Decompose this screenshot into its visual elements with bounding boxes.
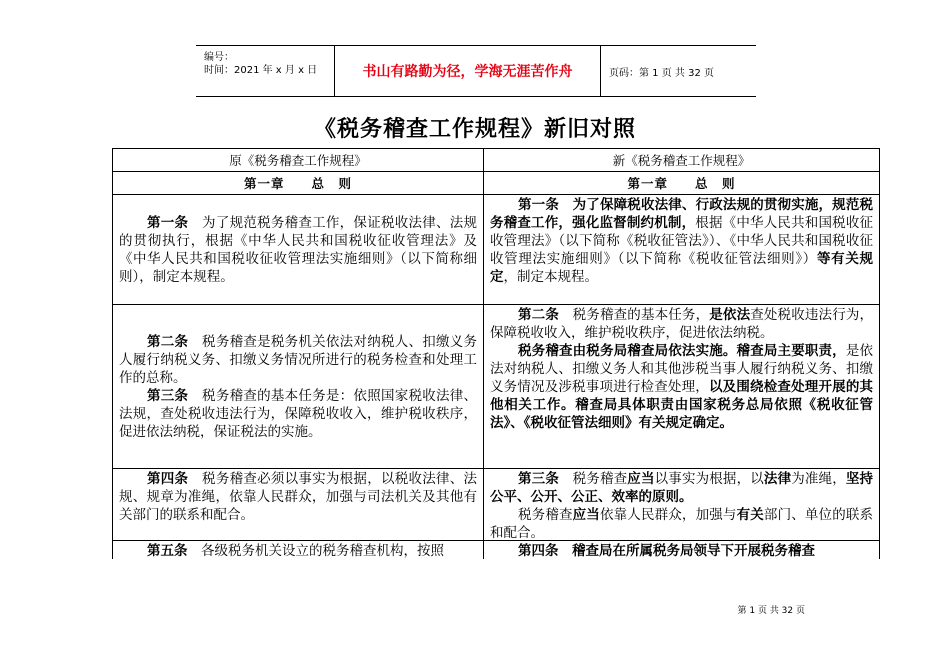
article-text: 是依法对纳税人、扣缴义务人和其他涉税当事人履行纳税义务、扣缴义务情况及涉税事项进行检查处理， <box>490 343 874 395</box>
article-number: 第四条 <box>147 471 189 487</box>
amended-text: 税务稽查由税务局稽查局依法实施。稽查局主要职责， <box>518 343 846 359</box>
amended-text: 应当 <box>572 507 600 523</box>
article-text: 为准绳， <box>791 471 846 487</box>
new-article-2-para-2 <box>490 342 873 432</box>
old-article-cell <box>112 305 483 468</box>
old-article-cell <box>112 195 483 304</box>
article-text: 税务稽查的基本任务是：依照国家税收法律、法规，查处税收违法行为，保障税收收入，维护税收秩序，促进依法纳税，保证税法的实施。 <box>119 388 478 440</box>
article-number: 第三条 <box>147 388 189 404</box>
new-article-cell <box>483 305 880 468</box>
old-article-1 <box>119 214 477 286</box>
old-article-cell <box>112 541 483 559</box>
article-text: 依靠人民群众，加强与 <box>599 507 737 523</box>
article-number: 第四条 <box>518 543 559 559</box>
document-header <box>196 45 756 97</box>
number-label: 编号： <box>204 52 234 63</box>
amended-text: 法律 <box>763 471 792 487</box>
article-number: 第三条 <box>518 471 559 487</box>
time-label: 时间：2021 年 x 月 x 日 <box>204 65 318 76</box>
article-text: ，制定本规程。 <box>503 269 598 285</box>
amended-text: 是依法 <box>709 307 751 323</box>
article-text: 税务稽查是税务机关依法对纳税人、扣缴义务人履行纳税义务、扣缴义务情况所进行的税务检查和处理工作的总称。 <box>119 334 478 386</box>
old-article-3 <box>119 387 477 441</box>
header-meta <box>196 46 335 96</box>
old-article-cell <box>112 469 483 540</box>
table-row <box>112 195 880 305</box>
amended-text: 稽查局在所属税务局领导下开展税务稽查 <box>558 543 815 559</box>
article-text: 部门、单位的联系和配合。 <box>490 507 874 541</box>
old-article-5 <box>119 542 477 559</box>
amended-text: 应当 <box>627 471 655 487</box>
amended-text: 坚持公平、公开、公正、效率的原则。 <box>490 471 874 505</box>
article-text: 税务稽查的基本任务， <box>558 307 710 323</box>
new-article-4 <box>490 542 873 559</box>
document-title: 《税务稽查工作规程》新旧对照 <box>313 117 636 142</box>
chapter-title-new: 第一章 总 则 <box>483 172 880 194</box>
header-page-label: 页码：第 1 页 共 32 页 <box>609 67 714 79</box>
amended-text: 以及围绕检查处理开展的其他相关工作。稽查局具体职责由国家税务总局依照《税收征管法》、《税收征管法细则》有关规定确定。 <box>490 379 874 431</box>
new-article-cell <box>483 195 880 304</box>
article-text: 税务稽查必须以事实为根据，以税收法律、法规、规章为准绳，依靠人民群众，加强与司法机关及其他有关部门的联系和配合。 <box>119 471 478 523</box>
article-number: 第一条 <box>147 215 189 231</box>
article-text: 根据《中华人民共和国税收征收管理法》（以下简称《税收征管法》）、《中华人民共和国税收征收管理法实施细则》（以下简称《税收征管法细则》） <box>490 215 874 267</box>
column-header-new: 新《税务稽查工作规程》 <box>483 149 880 171</box>
new-article-3-para-2 <box>490 506 873 542</box>
new-article-cell <box>483 541 880 559</box>
article-number: 第二条 <box>147 334 189 350</box>
article-text: 各级税务机关设立的税务稽查机构，按照 <box>187 543 444 559</box>
new-article-2 <box>490 306 873 342</box>
amended-text: 有关 <box>736 507 764 523</box>
old-article-2 <box>119 333 477 387</box>
comparison-table <box>112 148 880 559</box>
chapter-title-old: 第一章 总 则 <box>112 172 483 194</box>
new-article-1 <box>490 196 873 286</box>
table-header-row <box>112 149 880 172</box>
amended-text: 为了保障税收法律、行政法规的贯彻实施，规范税务稽查工作，强化监督制约机制， <box>490 197 874 231</box>
old-article-4 <box>119 470 477 524</box>
table-row <box>112 541 880 559</box>
table-row <box>112 469 880 541</box>
article-number: 第一条 <box>518 197 559 213</box>
new-article-3 <box>490 470 873 506</box>
page-footer: 第 1 页 共 32 页 <box>737 606 805 616</box>
amended-text: 等有关规定 <box>490 251 874 285</box>
article-text: 税务稽查 <box>518 507 573 523</box>
article-text: 为了规范税务稽查工作，保证税收法律、法规的贯彻执行，根据《中华人民共和国税收征收管理法》及《中华人民共和国税收征收管理法实施细则》（以下简称细则），制定本规程。 <box>119 215 478 285</box>
article-text: 查处税收违法行为，保障税收收入，维护税收秩序，促进依法纳税。 <box>490 307 874 341</box>
article-number: 第五条 <box>147 543 188 559</box>
column-header-old: 原《税务稽查工作规程》 <box>112 149 483 171</box>
table-row <box>112 305 880 469</box>
article-text: 以事实为根据，以 <box>654 471 764 487</box>
chapter-row <box>112 172 880 195</box>
article-text: 税务稽查 <box>558 471 628 487</box>
header-motto: 书山有路勤为径，学海无涯苦作舟 <box>335 46 601 96</box>
article-number: 第二条 <box>518 307 559 323</box>
new-article-cell <box>483 469 880 540</box>
